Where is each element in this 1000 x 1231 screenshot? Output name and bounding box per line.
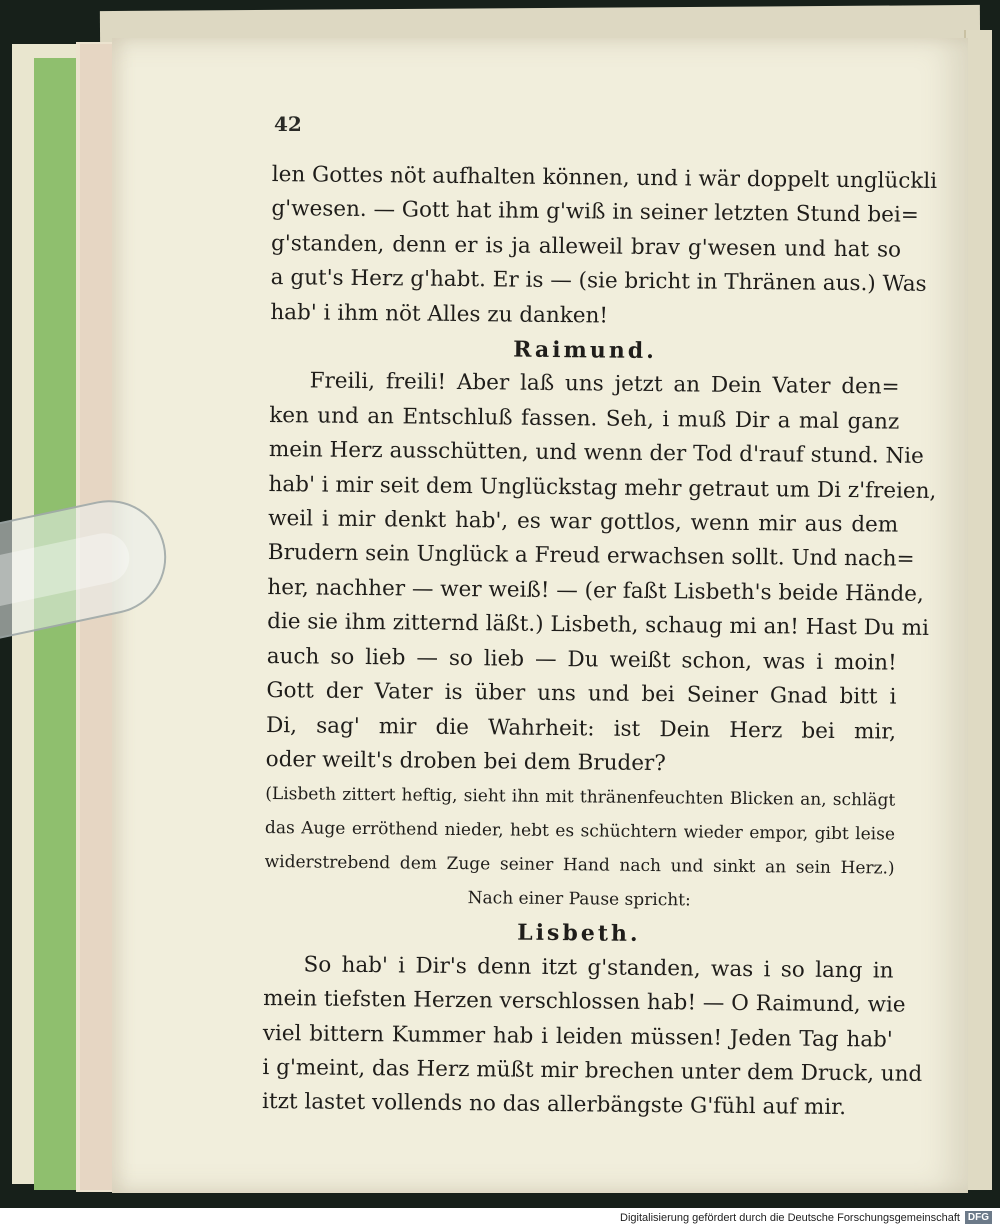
text-line: ken und an Entschluß fassen. Seh, i muß Dir a mal ganz — [269, 402, 900, 435]
stage-direction: das Auge erröthend nieder, hebt es schüchtern wieder empor, gibt leise — [264, 818, 896, 845]
text-line: auch so lieb — so lieb — Du weißt schon, was i moin! — [266, 643, 897, 676]
text-line: mein tiefsten Herzen verschlossen hab! — O Raimund, wie — [263, 986, 906, 1018]
right-page-edge — [964, 30, 992, 1190]
text-line: die sie ihm zitternd läßt.) Lisbeth, schaug mi an! Hast Du mi — [267, 609, 930, 642]
text-line: len Gottes nöt aufhalten können, und i wär doppelt unglückli — [271, 161, 938, 194]
dfg-logo: DFG — [965, 1211, 992, 1224]
stage-direction: widerstrebend dem Zuge seiner Hand nach und sinkt an sein Herz.) — [264, 852, 895, 879]
text-line: i g'meint, das Herz müßt mir brechen unter dem Druck, und — [262, 1054, 923, 1087]
text-line: oder weilt's droben bei dem Bruder? — [265, 746, 666, 777]
text-line: Brudern sein Unglück a Freud erwachsen sollt. Und nach= — [267, 540, 915, 573]
text-line: hab' i mir seit dem Unglückstag mehr getraut um Di z'freien, — [268, 471, 937, 504]
text-line: itzt lastet vollends no das allerbängste G'fühl auf mir. — [261, 1089, 847, 1121]
text-line: mein Herz ausschütten, und wenn der Tod d'rauf stund. Nie — [268, 437, 924, 470]
text-line: So hab' i Dir's denn itzt g'standen, was i so lang in — [303, 952, 894, 984]
page-number: 42 — [274, 112, 302, 136]
stage-direction: (Lisbeth zittert heftig, sieht ihn mit thränenfeuchten Blicken an, schlägt — [265, 784, 896, 811]
text-line: Freili, freili! Aber laß uns jetzt an Dein Vater den= — [309, 368, 900, 401]
bookmark-highlight — [0, 529, 134, 609]
speaker-name: Raimund. — [513, 336, 657, 365]
text-line: Gott der Vater is über uns und bei Seiner Gnad bitt i — [266, 678, 897, 710]
text-line: weil i mir denkt hab', es war gottlos, wenn mir aus dem — [268, 506, 899, 538]
text-line: a gut's Herz g'habt. Er is — (sie bricht in Thränen aus.) Was — [270, 265, 927, 298]
footer-credit: Digitalisierung gefördert durch die Deutsche Forschungsgemeinschaft — [620, 1212, 960, 1224]
text-line: her, nachher — wer weiß! — (er faßt Lisbeth's beide Hände, — [267, 574, 924, 607]
stage-direction: Nach einer Pause spricht: — [467, 888, 691, 911]
speaker-name: Lisbeth. — [517, 919, 641, 948]
page-text — [261, 158, 938, 1126]
text-line: g'standen, denn er is ja alleweil brav g'wesen und hat so — [270, 230, 902, 263]
text-line: g'wesen. — Gott hat ihm g'wiß in seiner letzten Stund bei= — [271, 196, 919, 229]
text-line: Di, sag' mir die Wahrheit: ist Dein Herz bei mir, — [265, 712, 897, 745]
text-line: viel bittern Kummer hab i leiden müssen! Jeden Tag hab' — [262, 1020, 893, 1053]
text-line: hab' i ihm nöt Alles zu danken! — [270, 299, 609, 329]
